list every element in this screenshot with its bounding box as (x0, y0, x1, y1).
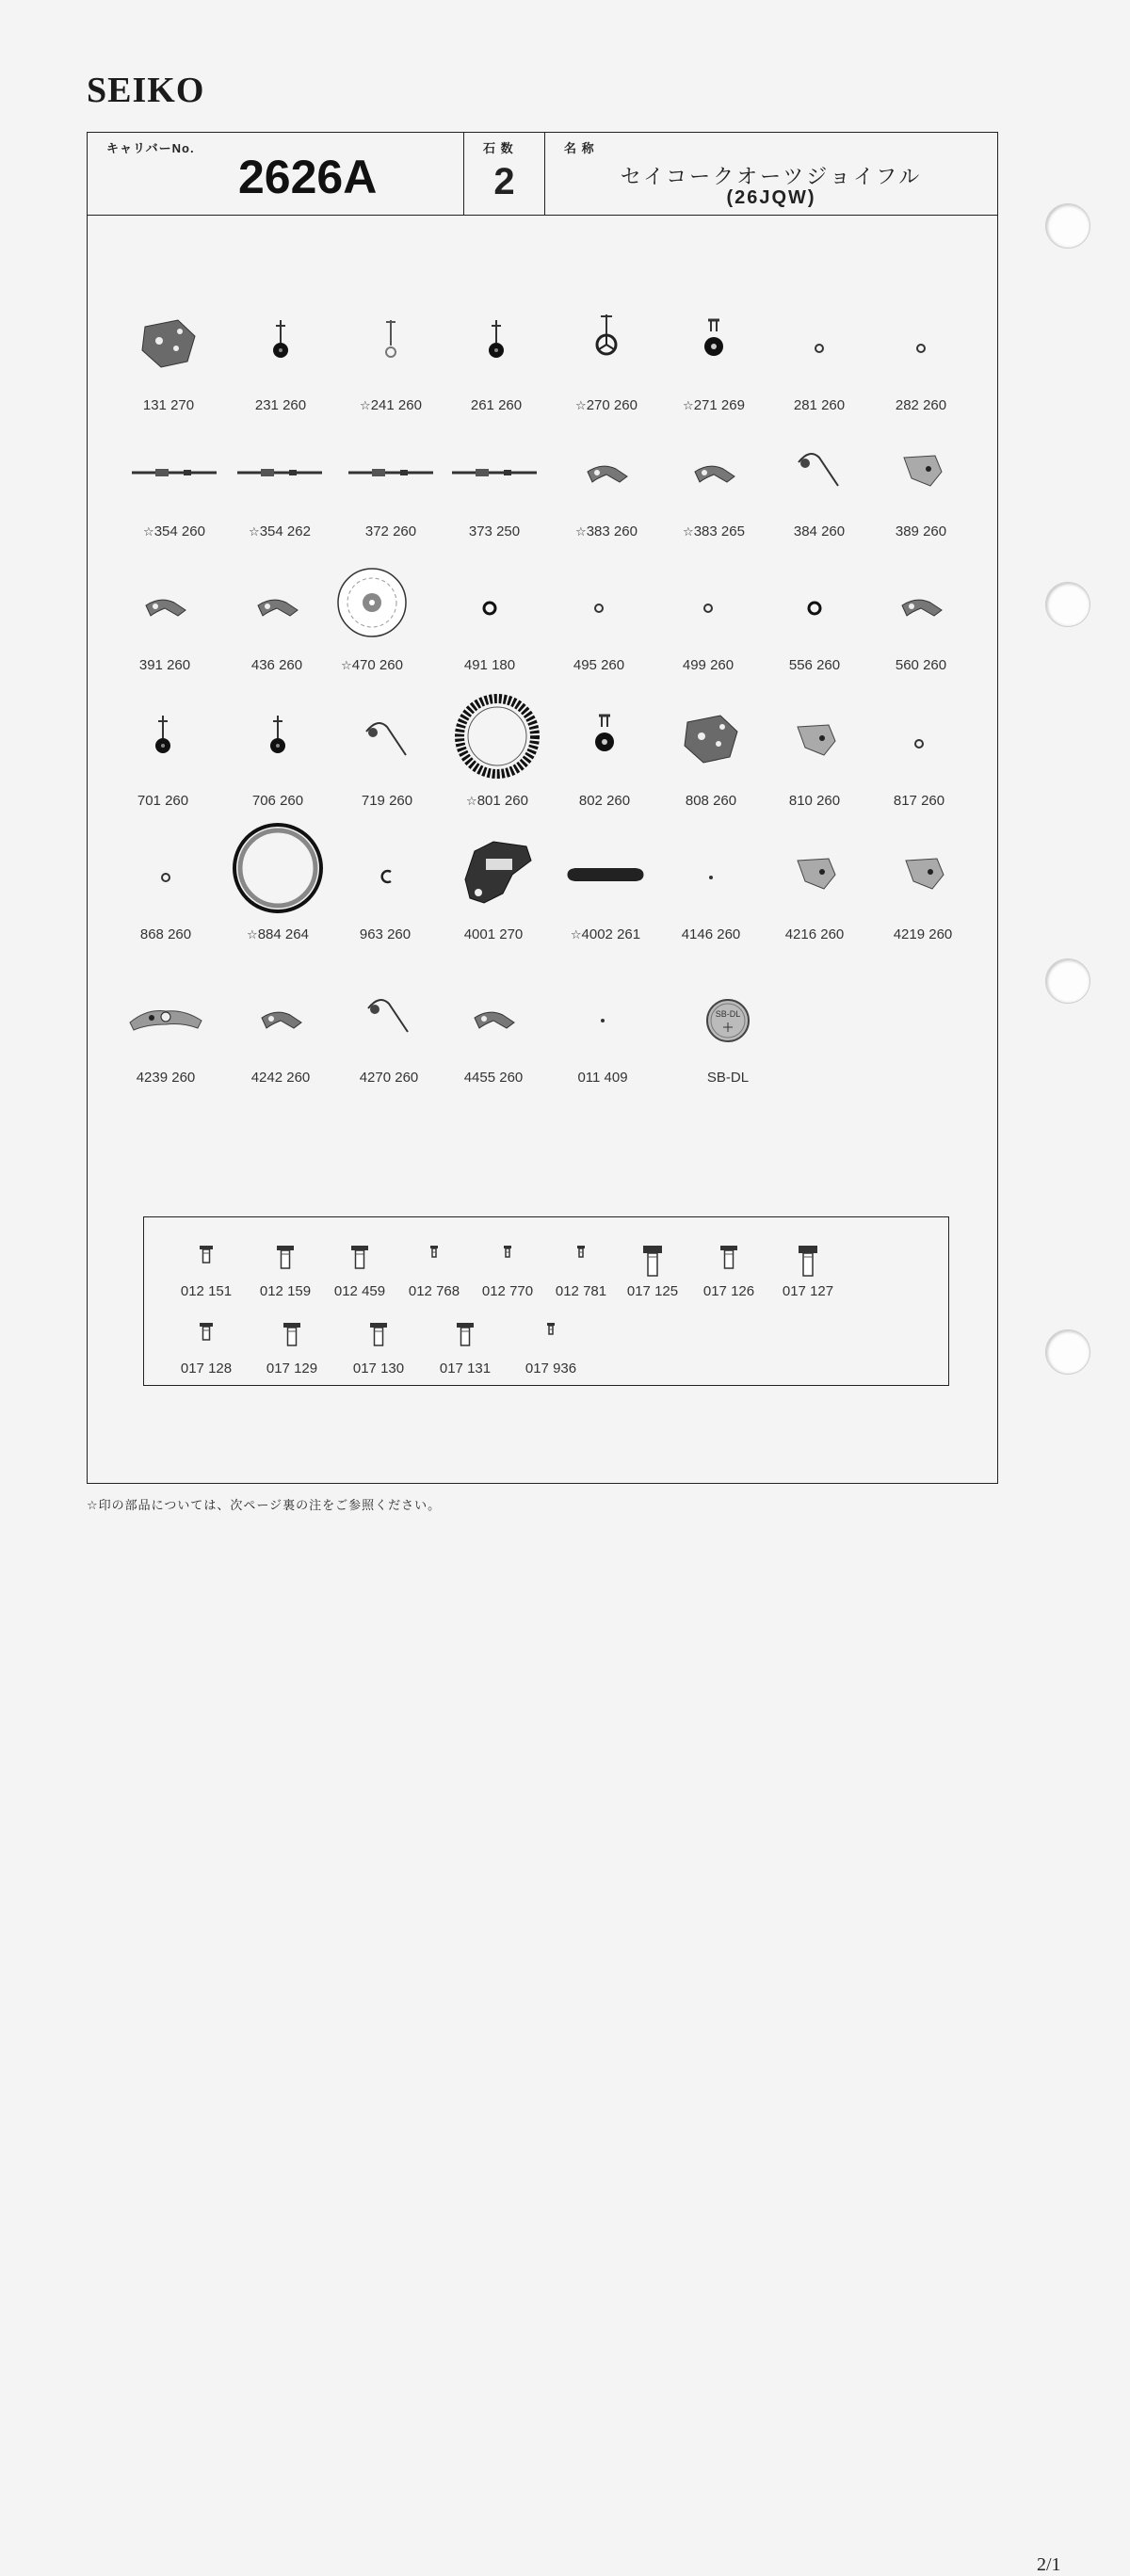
part-item (652, 554, 765, 673)
part-code (109, 1070, 222, 1086)
screw-icon (164, 1236, 249, 1283)
star-icon: ☆ (575, 524, 587, 539)
star-icon: ☆ (683, 398, 694, 412)
part-code (332, 1070, 445, 1086)
part-item (334, 420, 447, 539)
part-code-text: 011 409 (577, 1070, 628, 1086)
star-icon: ☆ (360, 398, 371, 412)
jewels-label: 石 数 (483, 141, 514, 155)
part-code (224, 1070, 337, 1086)
model-name: セイコークオーツジョイフル (620, 165, 923, 188)
part-code-text: 491 180 (463, 657, 516, 673)
part-item (441, 689, 554, 809)
part-item (864, 554, 977, 673)
part-code-text: 4001 270 (463, 926, 524, 942)
screw-icon (766, 1236, 850, 1283)
screw-item (610, 1236, 695, 1299)
name-cell (545, 133, 997, 215)
gear-icon (657, 294, 770, 397)
part-item (223, 420, 336, 539)
part-code-text: 131 270 (142, 397, 195, 413)
part-code (334, 523, 447, 539)
screw-code: 012 781 (555, 1283, 607, 1299)
spring-icon (332, 966, 445, 1070)
part-code-text: 719 260 (361, 793, 413, 809)
star-icon: ☆ (575, 398, 587, 412)
bracket-icon (866, 823, 979, 926)
brand-logo: SEIKO (87, 71, 205, 110)
screw-code: 017 936 (525, 1360, 577, 1377)
star-icon: ☆ (143, 524, 154, 539)
part-code (112, 397, 225, 413)
part-code-text: 383 265 (693, 523, 745, 539)
part-item (863, 689, 976, 809)
star-icon: ☆ (570, 927, 582, 942)
part-code (864, 523, 977, 539)
screw-item (686, 1236, 771, 1299)
part-code-text: 470 260 (351, 657, 403, 673)
small-wheel-icon (864, 294, 977, 397)
part-code-text: 271 269 (693, 397, 745, 413)
bracket-icon (758, 823, 871, 926)
part-code (763, 397, 876, 413)
wheel-icon (440, 294, 553, 397)
screw-item (766, 1236, 850, 1299)
spring-icon (331, 689, 444, 793)
screw-code: 017 128 (180, 1360, 233, 1377)
part-code-text: 241 260 (370, 397, 422, 413)
screw-icon (392, 1236, 476, 1283)
circuit-block-icon (437, 823, 550, 926)
screw-item (465, 1236, 550, 1299)
part-code (546, 1070, 659, 1086)
lever-icon (550, 420, 663, 523)
binder-hole (1045, 203, 1090, 249)
part-item (654, 689, 767, 809)
screw-code: 012 459 (333, 1283, 386, 1299)
small-wheel-icon (652, 554, 765, 657)
part-code-text: 4270 260 (359, 1070, 419, 1086)
part-code (437, 926, 550, 942)
part-code (549, 926, 662, 942)
part-item (332, 966, 445, 1086)
part-code (548, 793, 661, 809)
lever-icon (437, 966, 550, 1070)
part-item (437, 966, 550, 1086)
screw-icon (164, 1313, 249, 1360)
screw-icon (317, 1236, 402, 1283)
svg-text:SB-DL: SB-DL (715, 1009, 741, 1019)
plate-icon (112, 294, 225, 397)
part-item (438, 420, 551, 539)
part-code-text: 354 260 (153, 523, 205, 539)
part-item (550, 294, 663, 413)
part-code-text: 4216 260 (784, 926, 845, 942)
part-code (654, 926, 767, 942)
part-code (118, 523, 231, 539)
screw-icon (423, 1313, 508, 1360)
screw-icon (686, 1236, 771, 1283)
part-item (433, 554, 546, 673)
part-code-text: 373 250 (468, 523, 521, 539)
binder-hole (1045, 582, 1090, 627)
screw-icon (465, 1236, 550, 1283)
part-item (657, 294, 770, 413)
screw-code: 012 768 (408, 1283, 460, 1299)
part-item (437, 823, 550, 942)
part-code (224, 397, 337, 413)
part-item (106, 689, 219, 809)
part-code (334, 397, 447, 413)
part-code-text: 817 260 (893, 793, 945, 809)
date-ring-icon (441, 689, 554, 793)
clip-icon (329, 823, 442, 926)
part-code-text: 231 260 (254, 397, 307, 413)
screw-code: 017 131 (439, 1360, 492, 1377)
part-code (221, 793, 334, 809)
part-code-text: SB-DL (706, 1070, 750, 1086)
part-code (550, 523, 663, 539)
part-code-text: 808 260 (685, 793, 737, 809)
part-code (433, 657, 546, 673)
part-code-text: 389 260 (895, 523, 947, 539)
part-code (437, 1070, 550, 1086)
screw-code: 017 129 (266, 1360, 318, 1377)
screw-item (336, 1313, 421, 1377)
stem-icon (223, 420, 336, 523)
part-code-text: 4239 260 (136, 1070, 196, 1086)
screw-item (508, 1313, 593, 1377)
small-wheel-icon (863, 689, 976, 793)
part-code-text: 4146 260 (681, 926, 741, 942)
gear-icon (548, 689, 661, 793)
page-number: 2/1 (1037, 2554, 1061, 2575)
part-code-text: 884 264 (257, 926, 309, 942)
part-code (654, 793, 767, 809)
part-code (438, 523, 551, 539)
part-code (758, 657, 871, 673)
part-code-text: 4455 260 (463, 1070, 524, 1086)
part-item (109, 966, 222, 1086)
bridge-icon (109, 966, 222, 1070)
part-code (758, 793, 871, 809)
sheet-header (88, 133, 997, 216)
model-code: (26JQW) (726, 187, 816, 208)
screw-item (164, 1313, 249, 1377)
pin-icon (546, 966, 659, 1070)
part-code (758, 926, 871, 942)
screw-code: 012 159 (259, 1283, 312, 1299)
part-item (546, 966, 659, 1086)
ring-icon (433, 554, 546, 657)
screw-code: 017 127 (782, 1283, 834, 1299)
lever-icon (864, 554, 977, 657)
part-code (108, 657, 221, 673)
part-item (329, 823, 442, 942)
star-icon: ☆ (466, 794, 477, 808)
part-item (654, 823, 767, 942)
part-code-text: 802 260 (578, 793, 631, 809)
jewels-cell (464, 133, 545, 215)
part-code (109, 926, 222, 942)
part-item (758, 689, 871, 809)
part-code (671, 1070, 784, 1086)
part-code (657, 397, 770, 413)
part-code (763, 523, 876, 539)
spacer-ring-icon (221, 823, 334, 926)
part-item (331, 689, 444, 809)
part-code-text: 391 260 (138, 657, 191, 673)
screw-code: 012 151 (180, 1283, 233, 1299)
part-code-text: 4002 261 (581, 926, 641, 942)
part-item (221, 823, 334, 942)
part-code (864, 397, 977, 413)
part-item (866, 823, 979, 942)
star-icon: ☆ (341, 658, 352, 672)
star-icon: ☆ (683, 524, 694, 539)
part-code-text: 556 260 (788, 657, 841, 673)
part-code (550, 397, 663, 413)
part-code-text: 706 260 (251, 793, 304, 809)
screw-code: 017 126 (702, 1283, 755, 1299)
part-item (657, 420, 770, 539)
part-code (863, 793, 976, 809)
part-code-text: 810 260 (788, 793, 841, 809)
screw-item (250, 1313, 334, 1377)
part-code (223, 523, 336, 539)
caliber-number: 2626A (238, 151, 378, 203)
part-code-text: 436 260 (250, 657, 303, 673)
part-item (221, 689, 334, 809)
small-wheel-icon (763, 294, 876, 397)
lever-icon (108, 554, 221, 657)
part-code (440, 397, 553, 413)
lever-icon (657, 420, 770, 523)
part-item (118, 420, 231, 539)
part-code (866, 926, 979, 942)
wheel-icon (106, 689, 219, 793)
part-item (550, 420, 663, 539)
lever-icon (224, 966, 337, 1070)
screw-item (243, 1236, 328, 1299)
part-item (671, 966, 784, 1086)
part-code-text: 384 260 (793, 523, 846, 539)
part-item (315, 554, 428, 673)
star-icon: ☆ (247, 927, 258, 942)
part-item (112, 294, 225, 413)
part-item (864, 420, 977, 539)
screw-icon (508, 1313, 593, 1360)
ring-icon (758, 554, 871, 657)
bracket-icon (864, 420, 977, 523)
plate-icon (654, 689, 767, 793)
coil-icon (549, 823, 662, 926)
caliber-label: キャリバーNo. (106, 141, 195, 155)
screw-icon (610, 1236, 695, 1283)
part-item (758, 823, 871, 942)
pin-icon (654, 823, 767, 926)
part-code (657, 523, 770, 539)
part-item (109, 823, 222, 942)
part-item (548, 689, 661, 809)
bracket-icon (758, 689, 871, 793)
screw-code: 017 125 (626, 1283, 679, 1299)
part-code-text: 868 260 (139, 926, 192, 942)
part-code (652, 657, 765, 673)
small-wheel-icon (542, 554, 655, 657)
part-code (441, 793, 554, 809)
part-item (864, 294, 977, 413)
small-wheel-icon (109, 823, 222, 926)
screw-icon (243, 1236, 328, 1283)
screw-item (423, 1313, 508, 1377)
part-code-text: 281 260 (793, 397, 846, 413)
part-code-text: 282 260 (895, 397, 947, 413)
screw-item (392, 1236, 476, 1299)
caliber-cell (88, 133, 464, 215)
day-disc-icon (315, 554, 428, 657)
stem-icon (334, 420, 447, 523)
part-item (440, 294, 553, 413)
part-code-text: 495 260 (573, 657, 625, 673)
part-code-text: 261 260 (470, 397, 523, 413)
part-code (542, 657, 655, 673)
part-code (864, 657, 977, 673)
part-code-text: 4219 260 (893, 926, 953, 942)
spring-icon (763, 420, 876, 523)
part-code (106, 793, 219, 809)
part-item (763, 420, 876, 539)
part-code (315, 657, 428, 673)
part-code (221, 926, 334, 942)
battery-icon (671, 966, 784, 1070)
name-label: 名 称 (564, 141, 595, 155)
part-item (224, 966, 337, 1086)
part-item (763, 294, 876, 413)
part-item (542, 554, 655, 673)
screw-icon (336, 1313, 421, 1360)
spoked-wheel-icon (550, 294, 663, 397)
part-code-text: 963 260 (359, 926, 412, 942)
part-item (224, 294, 337, 413)
screw-code: 017 130 (352, 1360, 405, 1377)
part-item (549, 823, 662, 942)
screw-code: 012 770 (481, 1283, 534, 1299)
screw-item (164, 1236, 249, 1299)
part-code-text: 701 260 (137, 793, 189, 809)
part-code-text: 270 260 (586, 397, 638, 413)
part-code-text: 354 262 (259, 523, 311, 539)
part-code-text: 499 260 (682, 657, 734, 673)
part-code (331, 793, 444, 809)
footnote: ☆印の部品については、次ページ裏の注をご参照ください。 (87, 1498, 442, 1512)
part-code-text: 560 260 (895, 657, 947, 673)
part-code-text: 4242 260 (250, 1070, 311, 1086)
part-code-text: 372 260 (364, 523, 417, 539)
part-item (758, 554, 871, 673)
star-icon: ☆ (249, 524, 260, 539)
stem-icon (438, 420, 551, 523)
part-item (334, 294, 447, 413)
binder-hole (1045, 958, 1090, 1004)
wheel-icon (224, 294, 337, 397)
part-code (329, 926, 442, 942)
wheel-icon (221, 689, 334, 793)
pinion-icon (334, 294, 447, 397)
part-code-text: 383 260 (586, 523, 638, 539)
part-item (108, 554, 221, 673)
screw-item (317, 1236, 402, 1299)
part-code-text: 801 260 (476, 793, 528, 809)
binder-hole (1045, 1329, 1090, 1375)
screw-icon (250, 1313, 334, 1360)
stem-icon (118, 420, 231, 523)
jewels-count: 2 (493, 161, 515, 202)
